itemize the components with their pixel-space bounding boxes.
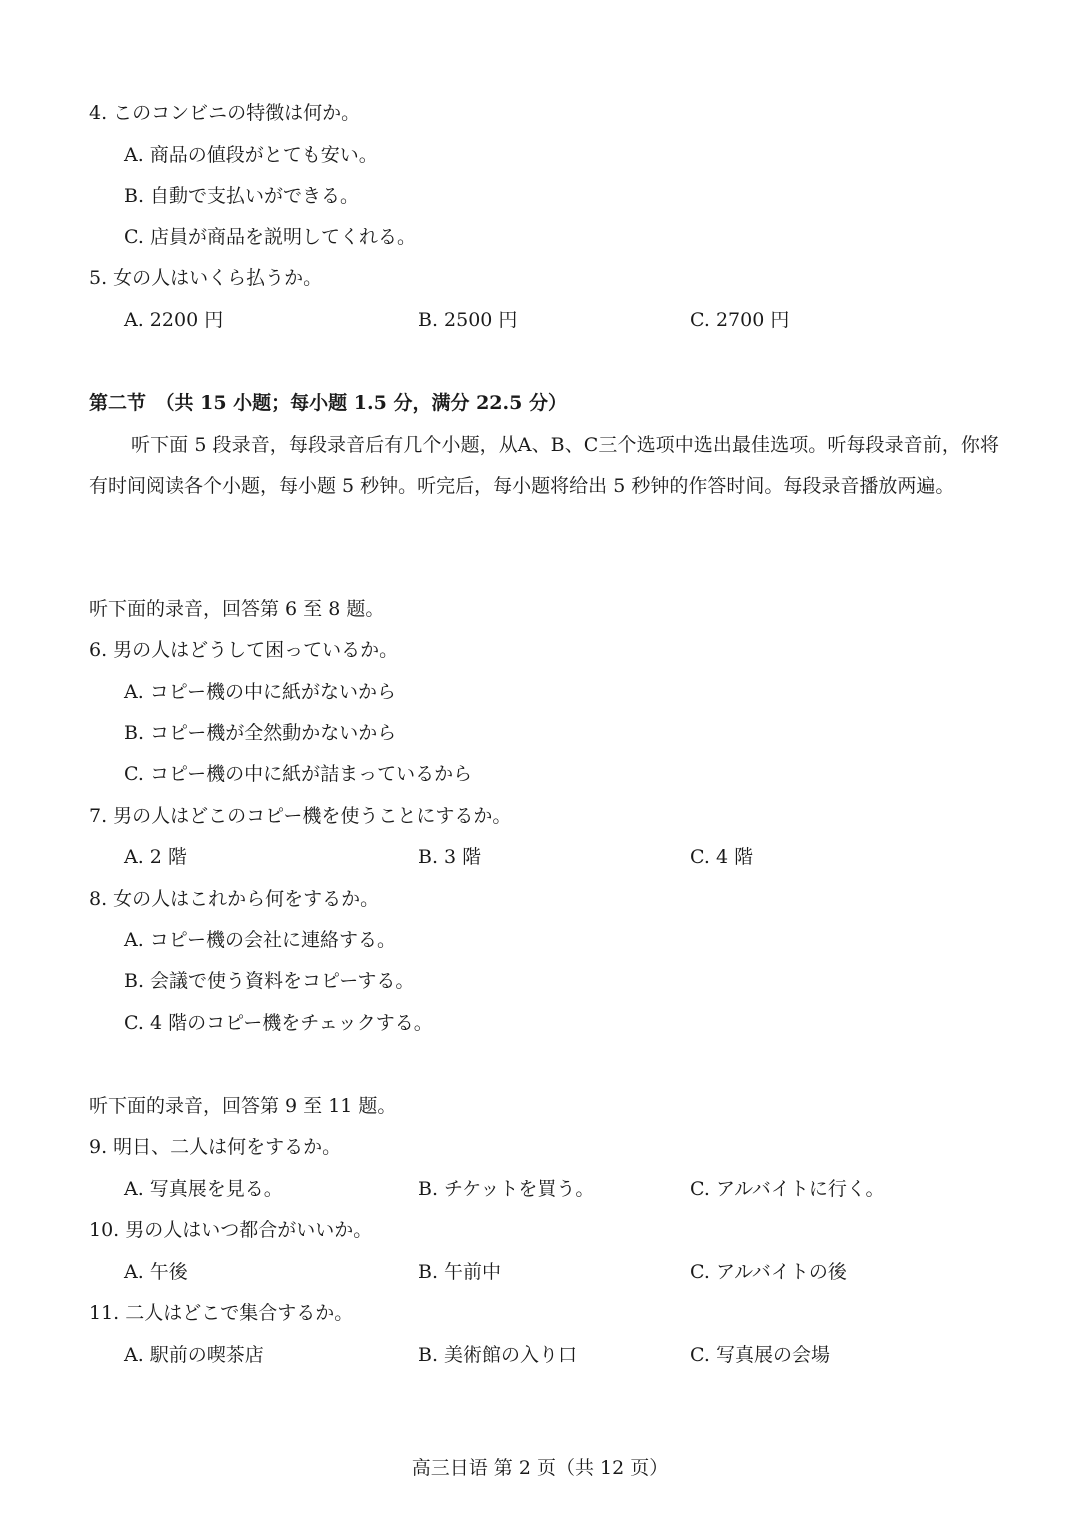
section-heading: 第二节 （共 15 小题；每小题 1.5 分，满分 22.5 分） (89, 392, 567, 414)
q9-option-c: C. アルバイトに行く。 (690, 1178, 885, 1200)
q10-option-c: C. アルバイトの後 (690, 1261, 847, 1283)
question-5: 5. 女の人はいくら払うか。 (89, 267, 323, 289)
group-intro-6-8: 听下面的录音，回答第 6 至 8 题。 (89, 598, 385, 620)
q8-option-c: C. 4 階のコピー機をチェックする。 (124, 1012, 433, 1034)
q11-option-c: C. 写真展の会場 (690, 1344, 830, 1366)
q4-option-a: A. 商品の値段がとても安い。 (124, 144, 378, 166)
q6-option-a: A. コピー機の中に紙がないから (124, 681, 397, 703)
q4-option-c: C. 店員が商品を説明してくれる。 (124, 226, 416, 248)
q7-option-b: B. 3 階 (418, 846, 482, 868)
q11-option-a: A. 駅前の喫茶店 (124, 1344, 264, 1366)
question-9: 9. 明日、二人は何をするか。 (89, 1136, 342, 1158)
q10-option-a: A. 午後 (124, 1261, 188, 1283)
q4-option-b: B. 自動で支払いができる。 (124, 185, 360, 207)
question-8: 8. 女の人はこれから何をするか。 (89, 888, 380, 910)
question-11: 11. 二人はどこで集合するか。 (89, 1302, 354, 1324)
q8-option-b: B. 会議で使う資料をコピーする。 (124, 970, 415, 992)
q7-option-a: A. 2 階 (124, 846, 187, 868)
q6-option-c: C. コピー機の中に紙が詰まっているから (124, 763, 473, 785)
question-6: 6. 男の人はどうして困っているか。 (89, 639, 399, 661)
q5-option-c: C. 2700 円 (690, 309, 790, 331)
q10-option-b: B. 午前中 (418, 1261, 502, 1283)
group-intro-9-11: 听下面的录音，回答第 9 至 11 题。 (89, 1095, 397, 1117)
question-7: 7. 男の人はどこのコピー機を使うことにするか。 (89, 805, 512, 827)
q5-option-a: A. 2200 円 (124, 309, 224, 331)
q9-option-b: B. チケットを買う。 (418, 1178, 595, 1200)
q6-option-b: B. コピー機が全然動かないから (124, 722, 397, 744)
q11-option-b: B. 美術館の入り口 (418, 1344, 578, 1366)
q7-option-c: C. 4 階 (690, 846, 754, 868)
question-4: 4. このコンビニの特徴は何か。 (89, 102, 361, 124)
question-10: 10. 男の人はいつ都合がいいか。 (89, 1219, 373, 1241)
q8-option-a: A. コピー機の会社に連絡する。 (124, 929, 397, 951)
section-instructions: 听下面 5 段录音，每段录音后有几个小题，从A、B、C三个选项中选出最佳选项。听每段录音前，你将有时间阅读各个小题，每小题 5 秒钟。听完后，每小题将给出 5 秒钟的作答时间。每段录音播放两遍。 (89, 434, 999, 497)
q9-option-a: A. 写真展を見る。 (124, 1178, 283, 1200)
page-footer: 高三日语 第 2 页（共 12 页） (411, 1457, 669, 1479)
q5-option-b: B. 2500 円 (418, 309, 518, 331)
